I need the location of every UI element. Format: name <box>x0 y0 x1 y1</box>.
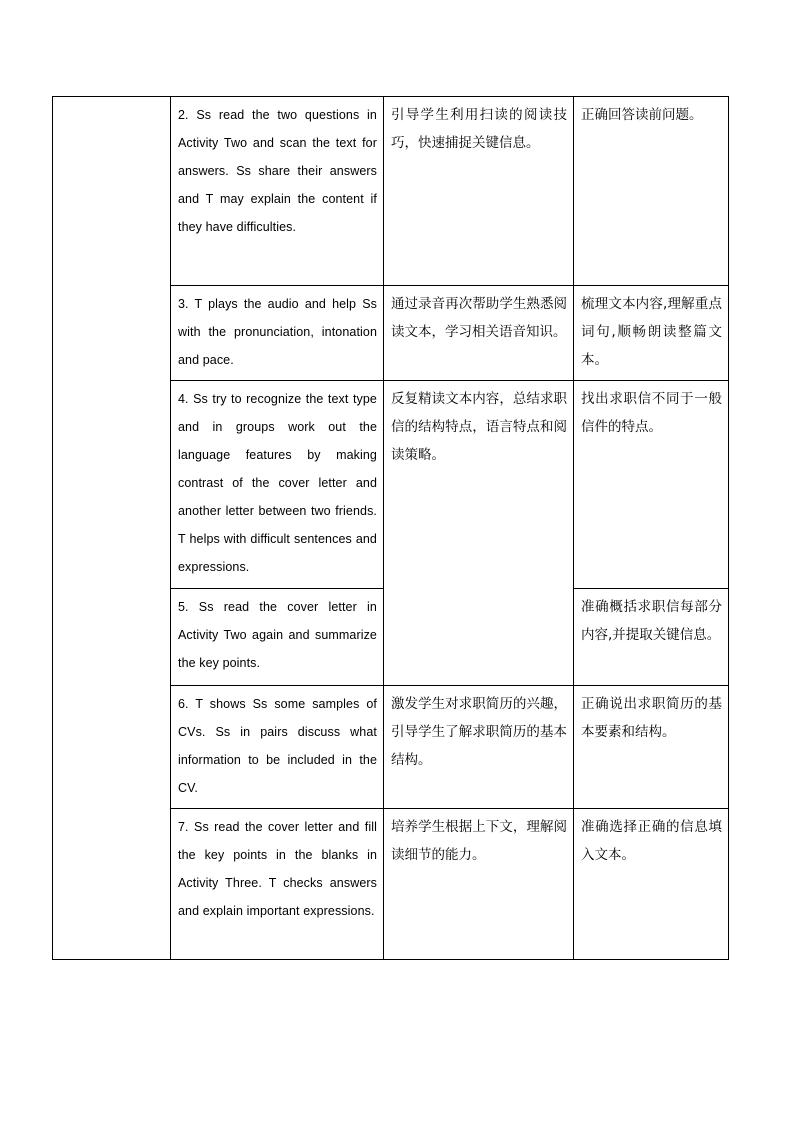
activity-cell <box>171 809 384 960</box>
activity-text: 3. T plays the audio and help Ss with the pronunciation, intonation and pace. <box>178 297 377 367</box>
activity-cell <box>171 381 384 589</box>
purpose-text: 反复精读文本内容，总结求职信的结构特点，语言特点和阅读策略。 <box>391 391 567 463</box>
activity-cell <box>171 686 384 809</box>
outcome-text: 梳理文本内容,理解重点词句,顺畅朗读整篇文本。 <box>581 296 722 368</box>
stage-cell <box>53 97 171 960</box>
purpose-cell <box>384 809 574 960</box>
activity-cell <box>171 97 384 286</box>
activity-text: 2. Ss read the two questions in Activity Two and scan the text for answers. Ss share their answers and T may explain the content if they have difficulties. <box>178 108 377 234</box>
activity-cell <box>171 286 384 381</box>
outcome-cell <box>574 589 729 686</box>
purpose-text: 通过录音再次帮助学生熟悉阅读文本，学习相关语音知识。 <box>391 296 567 340</box>
activity-text: 5. Ss read the cover letter in Activity Two again and summarize the key points. <box>178 600 377 670</box>
outcome-cell <box>574 286 729 381</box>
outcome-cell <box>574 809 729 960</box>
outcome-text: 准确概括求职信每部分内容,并提取关键信息。 <box>581 599 722 643</box>
purpose-cell <box>384 97 574 286</box>
activity-text: 4. Ss try to recognize the text type and in groups work out the language features by making contrast of the cover letter and another letter between two friends. T helps with difficult sentences and expressions. <box>178 392 377 574</box>
outcome-text: 正确说出求职简历的基本要素和结构。 <box>581 696 722 740</box>
purpose-text: 引导学生利用扫读的阅读技巧，快速捕捉关键信息。 <box>391 107 567 151</box>
purpose-cell <box>384 381 574 686</box>
purpose-cell <box>384 286 574 381</box>
outcome-cell <box>574 97 729 286</box>
purpose-text: 激发学生对求职简历的兴趣，引导学生了解求职简历的基本结构。 <box>391 696 567 768</box>
outcome-text: 正确回答读前问题。 <box>581 107 703 123</box>
purpose-cell <box>384 686 574 809</box>
activity-text: 7. Ss read the cover letter and fill the key points in the blanks in Activity Three. T checks answers and explain important expressions. <box>178 820 377 918</box>
outcome-cell <box>574 686 729 809</box>
table-row <box>53 97 729 286</box>
outcome-cell <box>574 381 729 589</box>
outcome-text: 准确选择正确的信息填入文本。 <box>581 819 722 863</box>
lesson-plan-table <box>52 96 729 960</box>
activity-text: 6. T shows Ss some samples of CVs. Ss in pairs discuss what information to be included in the CV. <box>178 697 377 795</box>
purpose-text: 培养学生根据上下文，理解阅读细节的能力。 <box>391 819 567 863</box>
activity-cell <box>171 589 384 686</box>
outcome-text: 找出求职信不同于一般信件的特点。 <box>581 391 722 435</box>
